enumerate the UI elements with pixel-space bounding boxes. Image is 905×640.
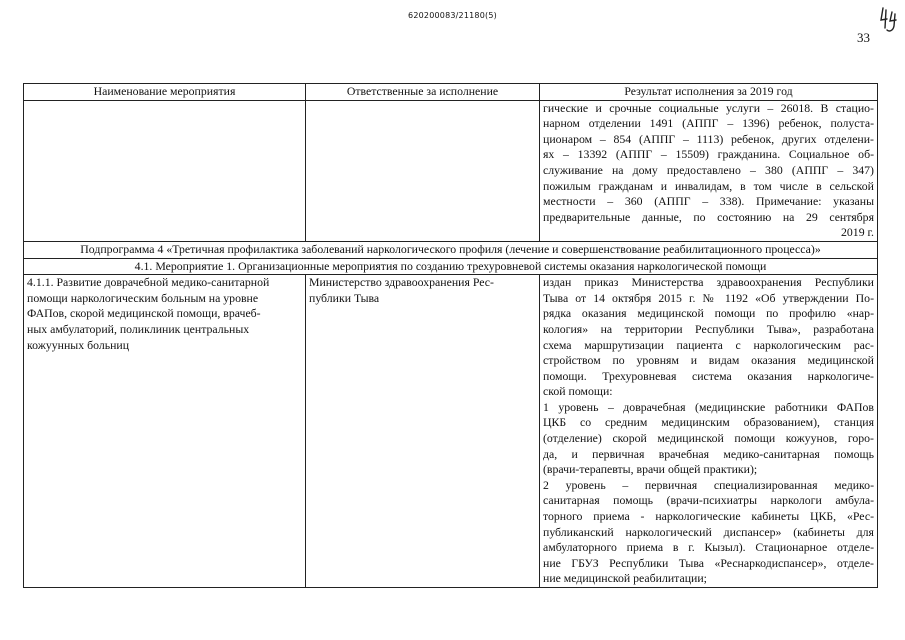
continuation-row bbox=[24, 100, 878, 241]
responsible-line: Министерство здравоохранения Рес- bbox=[309, 275, 494, 290]
continuation-result-cell bbox=[540, 100, 878, 241]
result-line: рядка оказания медицинской помощи по профилю «нар- bbox=[543, 306, 874, 321]
result-line: нарном отделении 1491 (АППГ – 1396) ребенок, полуста- bbox=[543, 116, 874, 131]
measure-row bbox=[24, 258, 878, 275]
header-measure-name: Наименование мероприятия bbox=[24, 84, 306, 101]
responsible-cell bbox=[306, 275, 540, 588]
result-line: стройством по уровням и видам оказания медицинской bbox=[543, 353, 874, 368]
result-line: ЦКБ со средним медицинским образованием), станция bbox=[543, 415, 874, 430]
result-line: да, и первичная врачебная медико-санитарная помощь bbox=[543, 446, 874, 461]
continuation-responsible-cell bbox=[306, 100, 540, 241]
result-line: торного приема - наркологические кабинеты ЦКБ, «Рес- bbox=[543, 509, 874, 524]
result-line: кология» на территории Республики Тыва», разработана bbox=[543, 321, 874, 336]
result-line: санитарная помощь (врачи-психиатры наркологи амбула- bbox=[543, 493, 874, 508]
name-line: ных амбулаторий, поликлиник центральных bbox=[27, 321, 250, 336]
measure-name-cell bbox=[24, 275, 306, 588]
result-line: схема маршрутизации пациента с наркологическим рас- bbox=[543, 337, 874, 352]
result-line: (врачи-терапевты, врачи общей практики); bbox=[543, 462, 758, 477]
continuation-name-cell bbox=[24, 100, 306, 241]
header-row bbox=[24, 84, 878, 101]
result-line: 1 уровень – доврачебная (медицинские работники ФАПов bbox=[543, 399, 874, 414]
subprogram-row bbox=[24, 241, 878, 258]
result-line: публиканский наркологический диспансер» (кабинеты для bbox=[543, 524, 874, 539]
result-line: издан приказ Министерства здравоохранения Республики bbox=[543, 275, 874, 290]
result-line: Тыва от 14 октября 2015 г. № 1192 «Об утверждении По- bbox=[543, 290, 874, 305]
result-line: предварительные данные, по состоянию на 29 сентября bbox=[543, 209, 874, 224]
result-line: пожилым гражданам и инвалидам, в том числе в сельской bbox=[543, 178, 874, 193]
name-line: помощи наркологическим больным на уровне bbox=[27, 290, 259, 305]
header-result: Результат исполнения за 2019 год bbox=[540, 84, 878, 101]
handwritten-page-mark bbox=[878, 6, 898, 34]
page-number: 33 bbox=[857, 30, 870, 45]
subprogram-title: Подпрограмма 4 «Третичная профилактика заболеваний наркологического профиля (лечение и совершенствование реабилитационного процесса)» bbox=[24, 241, 878, 258]
name-line: 4.1.1. Развитие доврачебной медико-санитарной bbox=[27, 275, 270, 290]
result-line: гические и срочные социальные услуги – 26018. В стацио- bbox=[543, 100, 874, 115]
name-line: кожуунных больниц bbox=[27, 337, 130, 352]
measure-detail-row bbox=[24, 275, 878, 588]
result-line: 2019 г. bbox=[841, 225, 874, 240]
result-line: ской помощи: bbox=[543, 384, 613, 399]
result-cell bbox=[540, 275, 878, 588]
result-line: (отделение) скорой медицинской помощи кожуунов, горо- bbox=[543, 431, 874, 446]
result-line: амбулаторного приема в г. Кызыл). Стационарное отделе- bbox=[543, 540, 874, 555]
result-line: ние медицинской реабилитации; bbox=[543, 571, 707, 586]
result-line: помощи. Трехуровневая система оказания наркологиче- bbox=[543, 368, 874, 383]
result-line: ционаром – 854 (АППГ – 1113) ребенок, других отделени- bbox=[543, 131, 874, 146]
document-id: 620200083/21180(5) bbox=[408, 11, 497, 20]
measure-title: 4.1. Мероприятие 1. Организационные мероприятия по созданию трехуровневой системы оказания наркологической помощи bbox=[24, 258, 878, 275]
result-line: служивание на дому предоставлено – 380 (АППГ – 347) bbox=[543, 162, 874, 177]
result-line: ях – 13392 (АППГ – 15509) гражданина. Социальное об- bbox=[543, 147, 874, 162]
result-line: местности – 360 (АППГ – 338). Примечание: указаны bbox=[543, 194, 874, 209]
header-responsible: Ответственные за исполнение bbox=[306, 84, 540, 101]
measures-table bbox=[23, 83, 878, 588]
result-line: 2 уровень – первичная специализированная медико- bbox=[543, 477, 874, 492]
result-line: ние ГБУЗ Республики Тыва «Реснаркодиспансер», отделе- bbox=[543, 555, 874, 570]
responsible-line: публики Тыва bbox=[309, 290, 380, 305]
name-line: ФАПов, скорой медицинской помощи, врачеб- bbox=[27, 306, 261, 321]
